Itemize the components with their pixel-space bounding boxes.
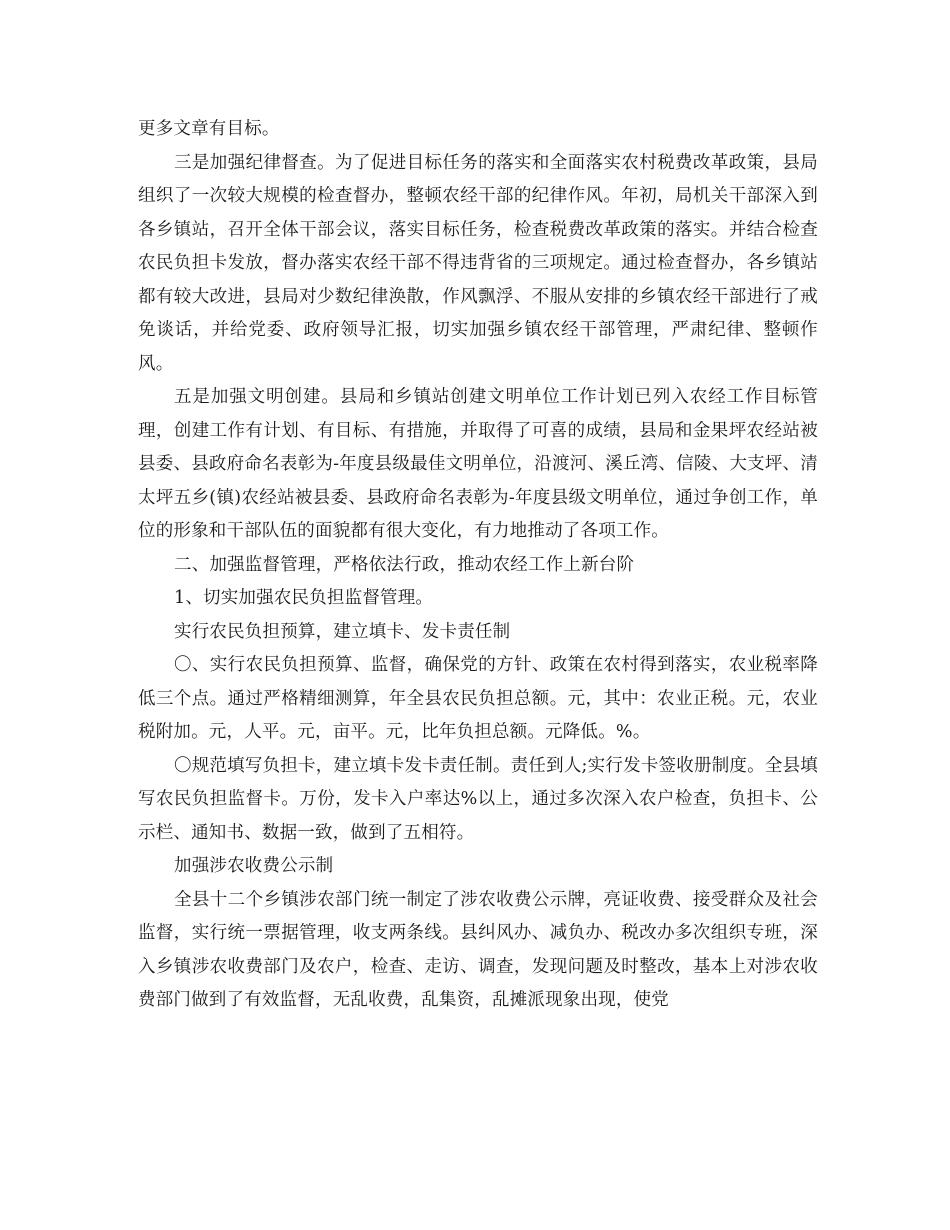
- paragraph-card-standardization: 〇规范填写负担卡，建立填卡发卡责任制。责任到人;实行发卡签收册制度。全县填写农民负担监督卡。万份，发卡入户率达%以上，通过多次深入农户检查，负担卡、公示栏、通知书、数据一致，做到了五相符。: [138, 755, 818, 843]
- subheading-budget: 实行农民负担预算，建立填卡、发卡责任制: [174, 621, 511, 642]
- paragraph-fee-disclosure: 全县十二个乡镇涉农部门统一制定了涉农收费公示牌，亮证收费、接受群众及社会监督，实行统一票据管理，收支两条线。县纠风办、减负办、税改办多次组织专班，深入乡镇涉农收费部门及农户，检查、走访、调查，发现问题及时整改，基本上对涉农收费部门做到了有效监督，无乱收费，乱集资，乱摊派现象出现，使党: [138, 889, 818, 1010]
- paragraph-continuation: 更多文章有目标。: [138, 119, 280, 139]
- paragraph-civilization-building: 五是加强文明创建。县局和乡镇站创建文明单位工作计划已列入农经工作目标管理，创建工作有计划、有目标、有措施，并取得了可喜的成绩，县局和金果坪农经站被县委、县政府命名表彰为-年度县级最佳文明单位，沿渡河、溪丘湾、信陵、大支坪、清太坪五乡(镇)农经站被县委、县政府命名表彰为-年度县级文明单位，通过争创工作，单位的形象和干部队伍的面貌都有很大变化，有力地推动了各项工作。: [138, 387, 818, 541]
- subheading-fee-disclosure: 加强涉农收费公示制: [174, 856, 334, 876]
- section-heading-supervision: 二、加强监督管理，严格依法行政，推动农经工作上新台阶: [174, 554, 635, 575]
- document-body: [138, 113, 818, 1018]
- subsection-heading-burden: 1、切实加强农民负担监督管理。: [174, 588, 434, 608]
- paragraph-discipline-inspection: 三是加强纪律督查。为了促进目标任务的落实和全面落实农村税费改革政策，县局组织了一次较大规模的检查督办，整顿农经干部的纪律作风。年初，局机关干部深入到各乡镇站，召开全体干部会议，落实目标任务，检查税费改革政策的落实。并结合检查农民负担卡发放，督办落实农经干部不得违背省的三项规定。通过检查督办，各乡镇站都有较大改进，县局对少数纪律涣散，作风飘浮、不服从安排的乡镇农经干部进行了戒免谈话，并给党委、政府领导汇报，切实加强乡镇农经干部管理，严肃纪律、整顿作风。: [138, 152, 818, 374]
- paragraph-budget-supervision: 〇、实行农民负担预算、监督，确保党的方针、政策在农村得到落实，农业税率降低三个点。通过严格精细测算，年全县农民负担总额。元，其中：农业正税。元，农业税附加。元，人平。元，亩平。元，比年负担总额。元降低。%。: [138, 655, 818, 742]
